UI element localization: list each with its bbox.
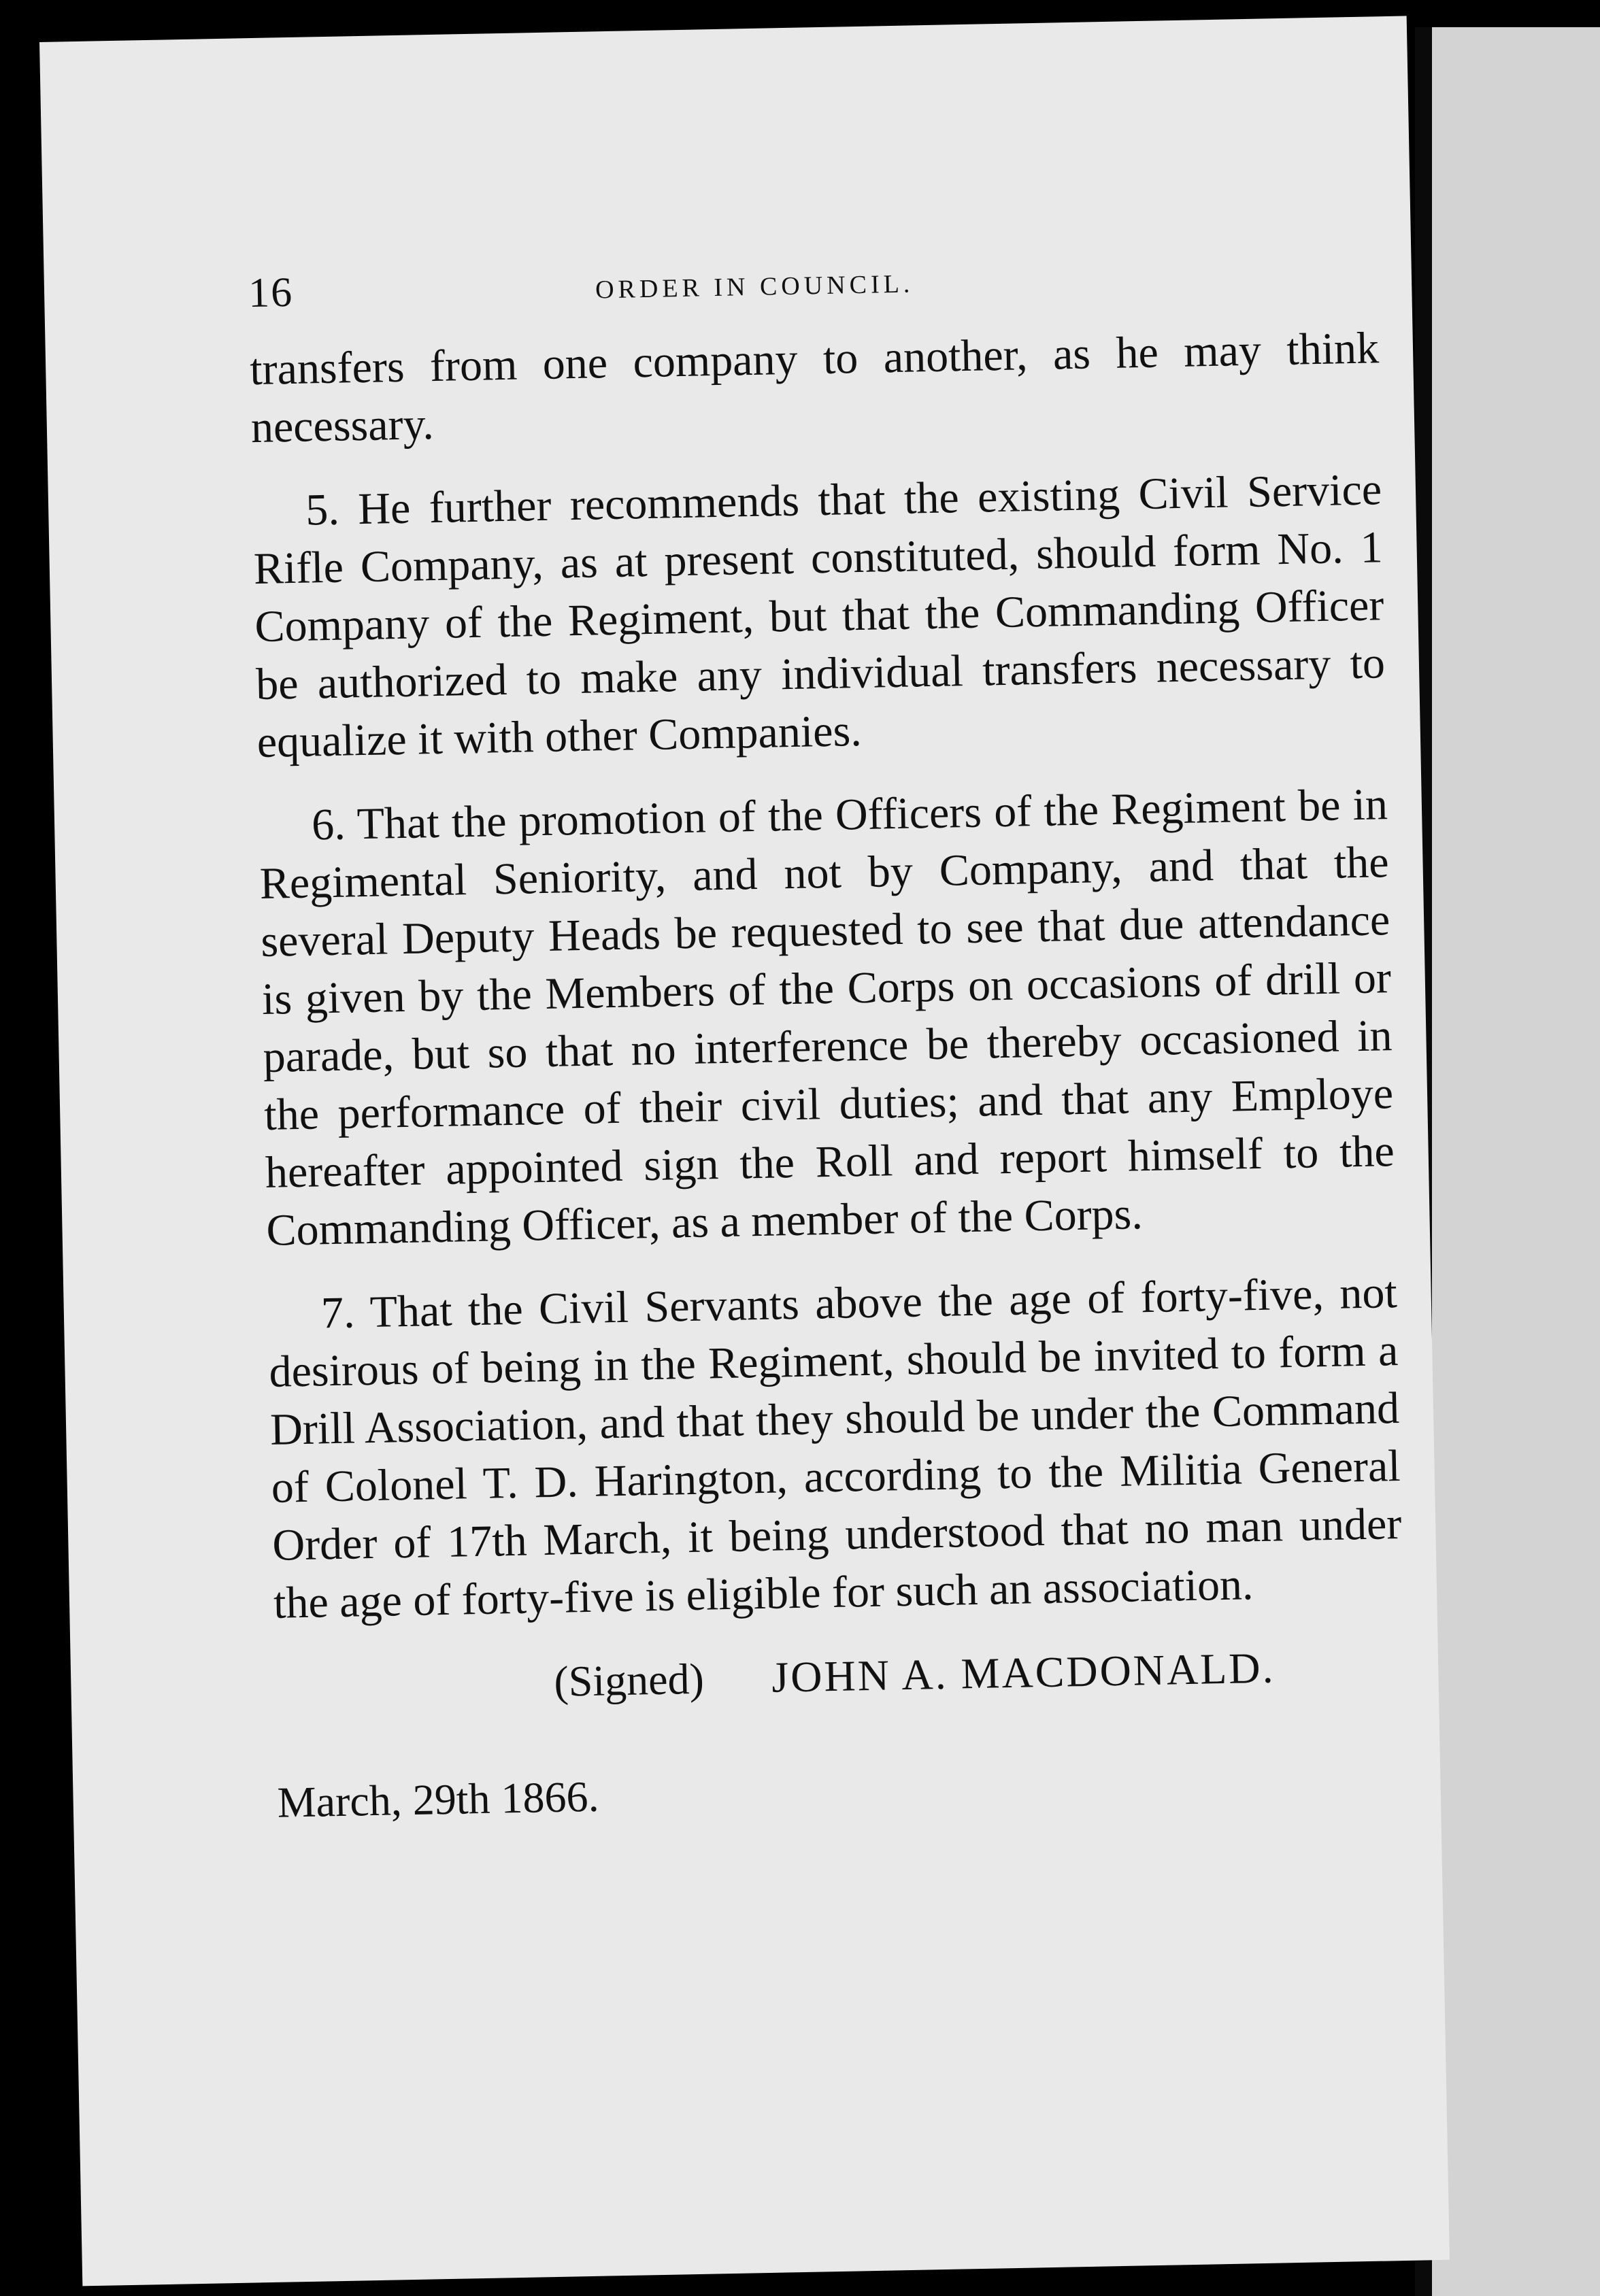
date-line: March, 29th 1866.	[277, 1772, 600, 1827]
adjacent-page-edge	[1432, 27, 1600, 2296]
running-title: ORDER IN COUNCIL.	[595, 269, 914, 305]
continued-paragraph: transfers from one company to another, as he may think necessary.	[249, 323, 1380, 453]
signature-block	[275, 1636, 1405, 1726]
paragraph-6: 6. That the promotion of the Officers of the Regiment be in Regimental Seniority, and not by Company, and that the several Deputy Heads be requested to see that due attendance is given by the Members of the Corps on occasions of drill or parade, but so that no interference be thereby occasioned in the performance of their civil duties; and that any Employe hereafter appointed sign the Roll and report himself to the Commanding Officer, as a member of the Corps.	[259, 779, 1395, 1255]
running-head	[44, 247, 1412, 328]
document-page	[39, 16, 1450, 2286]
body-text	[249, 319, 1407, 1831]
signed-label: (Signed)	[553, 1654, 705, 1706]
paragraph-5: 5. He further recommends that the existing Civil Service Rifle Company, as at present constituted, should form No. 1 Company of the Regiment, but that the Commanding Officer be authorized to make any individual transfers necessary to equalize it with other Companies.	[253, 465, 1386, 768]
page-number: 16	[248, 269, 294, 317]
signer-name: JOHN A. MACDONALD.	[771, 1643, 1276, 1702]
paragraph-7: 7. That the Civil Servants above the age of forty-five, not desirous of being in the Regiment, should be invited to form a Drill Association, and that they should be under the Command of Colonel T. D. Harington, according to the Militia General Order of 17th March, it being understood that no man under the age of forty-five is eligible for such an association.	[268, 1268, 1402, 1628]
